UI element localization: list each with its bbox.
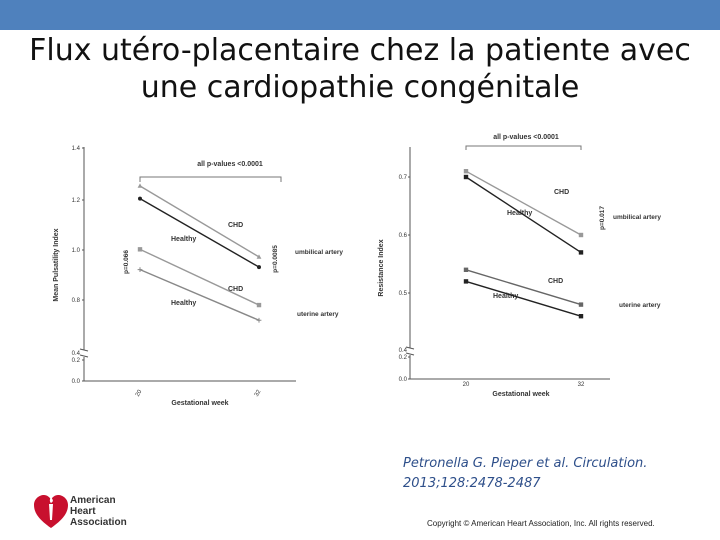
x-tick-label: 20 [462,382,470,388]
data-point [579,250,583,254]
y-tick-label: 0.7 [398,175,407,181]
p-value-right: p=0.017 [599,205,606,231]
label-healthy: Healthy [171,300,197,307]
data-point [464,169,468,173]
group-label-uterine: uterine artery [619,302,661,309]
label-chd: CHD [228,222,244,229]
y-tick-label: 0.8 [71,298,80,304]
y-tick-label: 1.4 [71,146,80,152]
x-tick-label: 32 [577,382,585,388]
y-tick-label: 0.0 [398,377,407,383]
logo-line-2: Heart [70,506,96,517]
data-point [464,279,468,283]
label-healthy: Healthy [493,293,519,300]
copyright-notice: Copyright © American Heart Association, Inc. All rights reserved. [427,519,655,528]
label-healthy: Healthy [171,236,197,243]
y-tick-label: 0.4 [398,348,407,354]
y-tick-label: 1.2 [71,198,80,204]
logo-line-3: Association [70,517,127,528]
data-point [579,233,583,237]
y-axis-label: Mean Pulsatility Index [53,228,60,302]
p-value-right: p=0.0085 [272,245,279,273]
axis-break-mark [406,353,414,355]
y-tick-label: 0.0 [71,379,80,385]
citation [403,454,713,494]
data-point [464,175,468,179]
bracket-label: all p-values <0.0001 [197,161,263,168]
y-axis-label: Resistance Index [378,239,385,297]
data-point [464,268,468,272]
bracket-label: all p-values <0.0001 [493,134,559,141]
slide-title-line-1: Flux utéro-placentaire chez la patiente avec [29,33,691,68]
slide-title-line-2: une cardiopathie congénitale [140,70,580,105]
y-tick-label: 0.2 [71,358,80,364]
y-tick-label: 0.6 [398,233,407,239]
data-point [579,302,583,306]
bracket [466,146,581,150]
citation-line-2: 2013;128:2478-2487 [403,476,541,491]
x-tick-label: 32 [253,389,263,398]
data-point [579,314,583,318]
label-healthy: Healthy [507,210,533,217]
x-axis-label: Gestational week [171,400,229,407]
x-tick-label: 20 [134,389,144,398]
series-line [466,171,581,235]
y-tick-label: 1.0 [71,248,80,254]
group-label-umbilical: umbilical artery [295,249,344,256]
label-chd: CHD [548,278,564,285]
label-chd: CHD [554,189,570,196]
y-tick-label: 0.5 [398,291,407,297]
logo-wordmark [70,495,127,528]
citation-line-1: Petronella G. Pieper et al. Circulation. [403,456,648,471]
label-chd: CHD [228,286,244,293]
group-label-umbilical: umbilical artery [613,214,662,221]
logo-line-1: American [70,495,116,506]
y-tick-label: 0.4 [71,351,80,357]
y-tick-label: 0.2 [398,355,407,361]
x-axis-label: Gestational week [492,391,550,398]
group-label-uterine: uterine artery [297,311,339,318]
p-value-left: p=0.066 [123,249,130,275]
